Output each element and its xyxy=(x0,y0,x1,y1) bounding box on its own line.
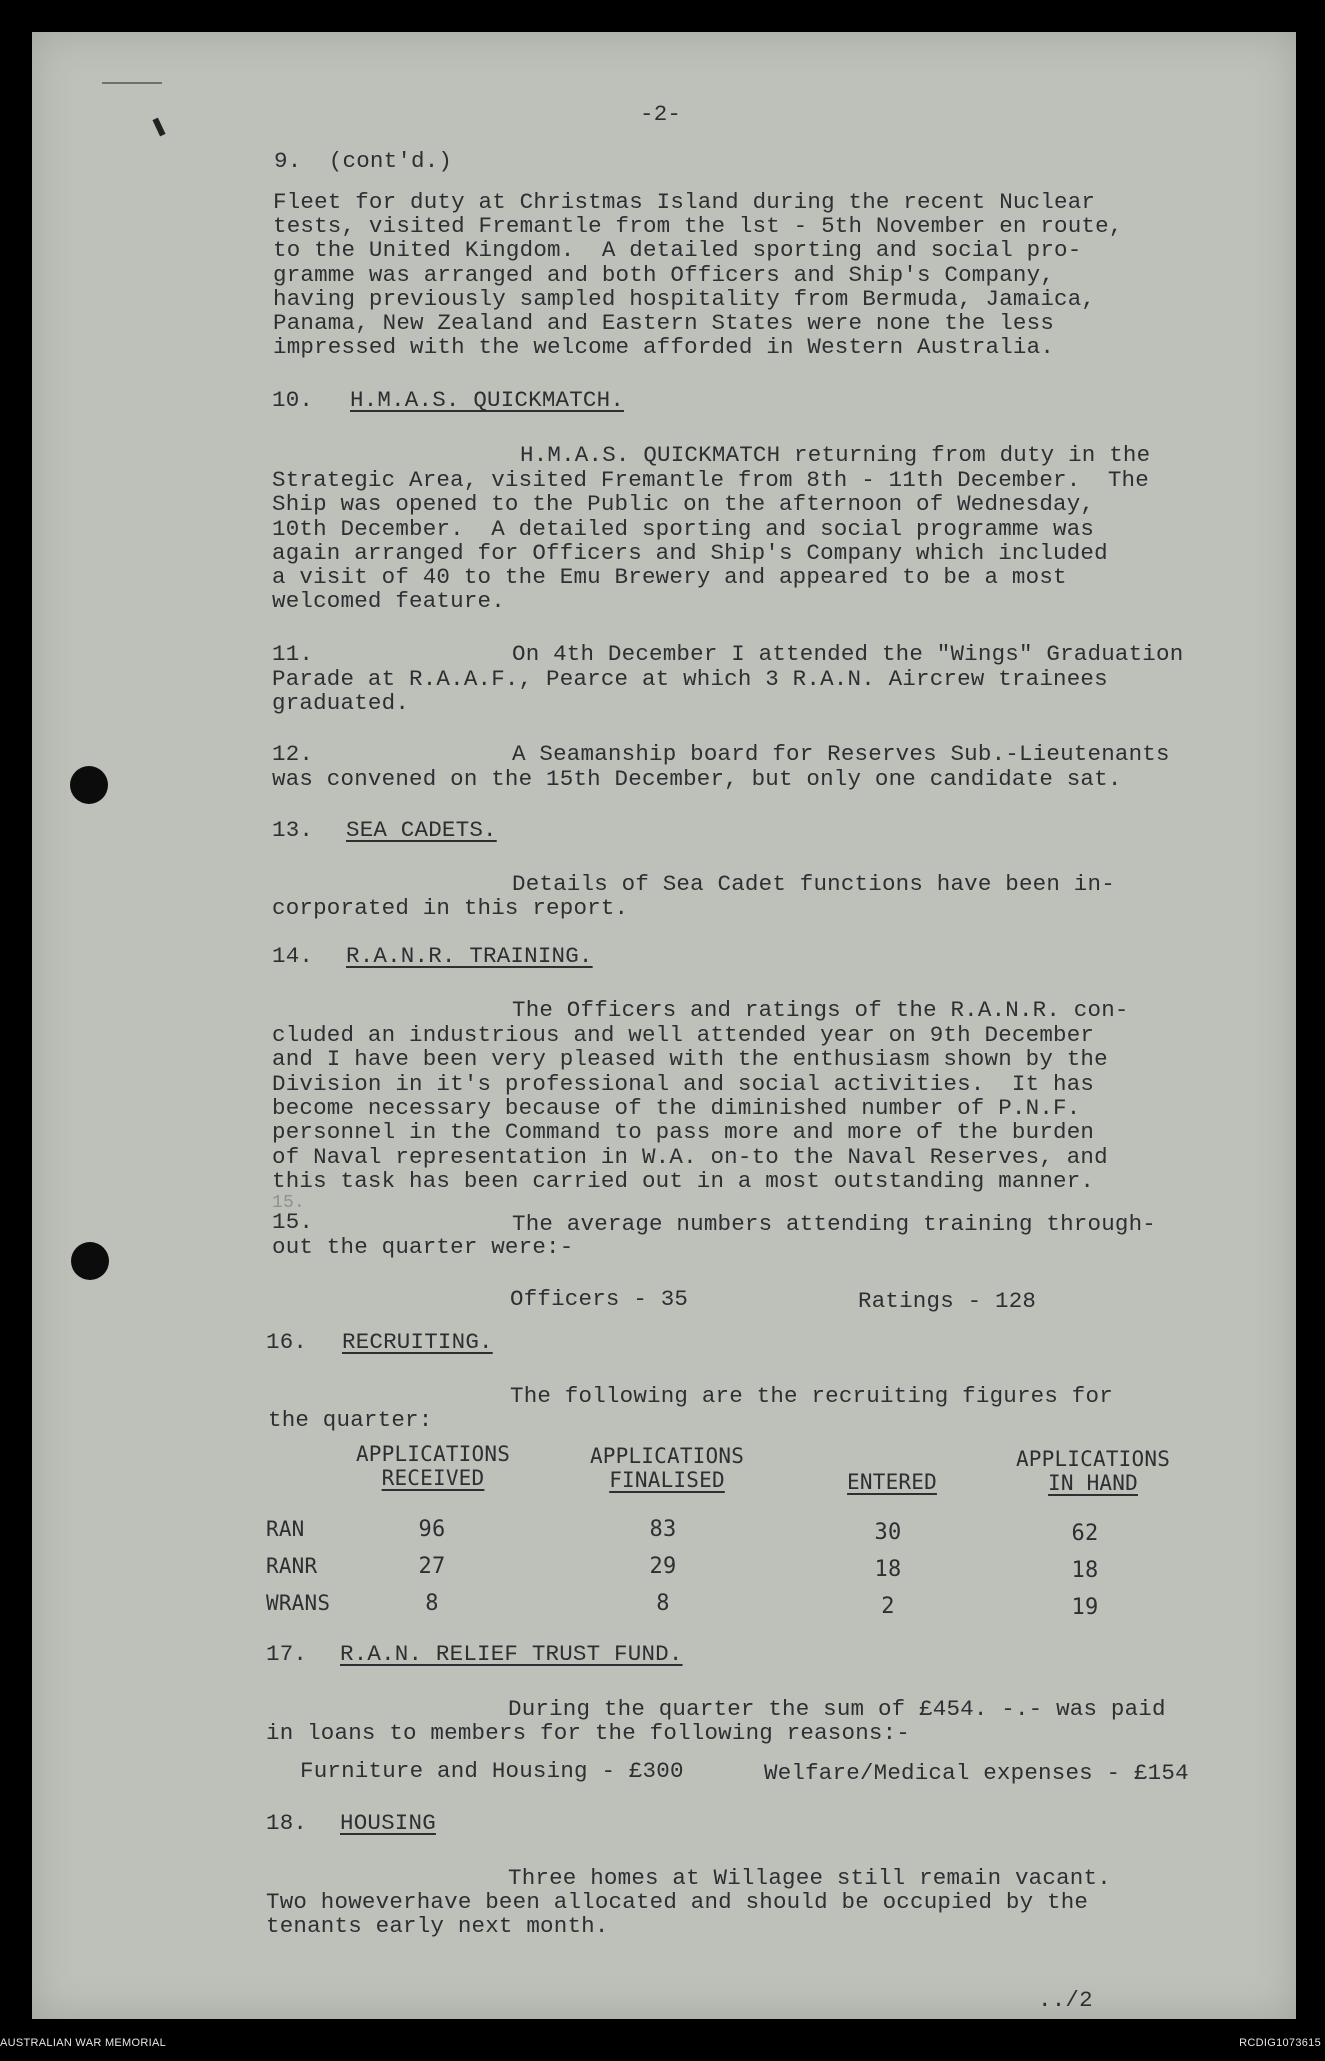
text-line: The Officers and ratings of the R.A.N.R. con- xyxy=(512,997,1129,1023)
section-heading: R.A.N.R. TRAINING. xyxy=(346,943,593,969)
row-label: RAN xyxy=(266,1517,305,1541)
section-number: 12. xyxy=(272,741,314,767)
text-line: to the United Kingdom. A detailed sporting and social pro- xyxy=(273,237,1082,263)
section-heading: R.A.N. RELIEF TRUST FUND. xyxy=(340,1641,683,1667)
text-line: Panama, New Zealand and Eastern States were none the less xyxy=(273,310,1055,336)
page-number: -2- xyxy=(640,101,682,127)
section-number: 13. xyxy=(272,817,314,843)
row-label: WRANS xyxy=(266,1591,331,1615)
text-line: A Seamanship board for Reserves Sub.-Lieutenants xyxy=(512,741,1170,767)
text-line: H.M.A.S. QUICKMATCH returning from duty in the xyxy=(520,442,1151,468)
section-number: 17. xyxy=(266,1641,308,1667)
section-heading: SEA CADETS. xyxy=(346,817,497,843)
text-line: The following are the recruiting figures for xyxy=(510,1383,1113,1409)
table-cell: 30 xyxy=(874,1520,902,1545)
table-cell: 62 xyxy=(1071,1521,1099,1546)
section-number: 11. xyxy=(272,641,314,667)
continuation-marker: ../2 xyxy=(1038,1987,1093,2013)
text-line: cluded an industrious and well attended year on 9th December xyxy=(272,1022,1095,1048)
text-line: having previously sampled hospitality from Bermuda, Jamaica, xyxy=(273,286,1096,312)
text-line: the quarter: xyxy=(268,1407,433,1433)
text-line: and I have been very pleased with the enthusiasm shown by the xyxy=(272,1046,1108,1072)
table-cell: 29 xyxy=(649,1554,677,1579)
table-cell: 83 xyxy=(649,1517,677,1542)
text-line: this task has been carried out in a most outstanding manner. xyxy=(272,1168,1095,1194)
punch-hole-upper xyxy=(70,766,108,804)
table-cell: 19 xyxy=(1071,1595,1099,1620)
section-number: 10. xyxy=(272,387,314,413)
section-number: 18. xyxy=(266,1810,308,1836)
section-heading: HOUSING xyxy=(340,1810,436,1836)
column-header: APPLICATIONS xyxy=(1015,1447,1171,1471)
section-number: 15. xyxy=(272,1209,314,1235)
text-line: Two howeverhave been allocated and should be occupied by the xyxy=(266,1889,1089,1915)
text-line: 10th December. A detailed sporting and social programme was xyxy=(272,516,1095,542)
text-line: again arranged for Officers and Ship's Company which included xyxy=(272,540,1108,566)
table-cell: 18 xyxy=(874,1557,902,1582)
ink-mark xyxy=(102,82,162,84)
ratings-count: Ratings - 128 xyxy=(858,1288,1037,1314)
section-heading: RECRUITING. xyxy=(342,1329,493,1355)
table-cell: 2 xyxy=(881,1594,895,1619)
officers-count: Officers - 35 xyxy=(510,1286,689,1312)
table-cell: 18 xyxy=(1071,1558,1099,1583)
text-line: gramme was arranged and both Officers and Ship's Company, xyxy=(273,262,1055,288)
punch-hole-lower xyxy=(71,1242,109,1280)
text-line: Strategic Area, visited Fremantle from 8th - 11th December. The xyxy=(272,467,1149,493)
text-line: Parade at R.A.A.F., Pearce at which 3 R.A.N. Aircrew trainees xyxy=(272,666,1108,692)
text-line: personnel in the Command to pass more and more of the burden xyxy=(272,1119,1095,1145)
text-line: tests, visited Fremantle from the lst - 5th November en route, xyxy=(273,213,1123,239)
text-line: in loans to members for the following reasons:- xyxy=(266,1720,911,1746)
text-line: impressed with the welcome afforded in Western Australia. xyxy=(273,334,1055,360)
text-line: During the quarter the sum of £454. -.- was paid xyxy=(508,1696,1166,1722)
text-line: become necessary because of the diminished number of P.N.F. xyxy=(272,1095,1081,1121)
ink-mark xyxy=(152,118,165,137)
section-heading: H.M.A.S. QUICKMATCH. xyxy=(350,387,625,413)
text-line: welcomed feature. xyxy=(272,588,505,614)
text-line: Division in it's professional and social activities. It has xyxy=(272,1071,1095,1097)
text-line: corporated in this report. xyxy=(272,895,629,921)
footer-record-id: RCDIG1073615 xyxy=(1239,2037,1321,2049)
column-header: APPLICATIONS xyxy=(355,1442,511,1466)
table-cell: 27 xyxy=(418,1554,446,1579)
text-line: tenants early next month. xyxy=(266,1913,609,1939)
table-cell: 96 xyxy=(418,1517,446,1542)
text-line: a visit of 40 to the Emu Brewery and appeared to be a most xyxy=(272,564,1067,590)
struck-section-number: 15. xyxy=(272,1193,306,1213)
table-cell: 8 xyxy=(656,1591,670,1616)
text-line: Three homes at Willagee still remain vacant. xyxy=(508,1865,1111,1891)
text-line: Details of Sea Cadet functions have been in- xyxy=(512,871,1115,897)
column-header: ENTERED xyxy=(847,1470,937,1494)
text-line: graduated. xyxy=(272,690,410,716)
text-line: Ship was opened to the Public on the afternoon of Wednesday, xyxy=(272,491,1095,517)
text-line: out the quarter were:- xyxy=(272,1234,574,1260)
column-header: APPLICATIONS xyxy=(589,1444,745,1468)
row-label: RANR xyxy=(266,1554,318,1578)
text-line: Fleet for duty at Christmas Island during the recent Nuclear xyxy=(273,189,1096,215)
table-cell: 8 xyxy=(425,1591,439,1616)
text-line: The average numbers attending training through- xyxy=(512,1211,1157,1237)
section-number: 14. xyxy=(272,943,314,969)
section-number: 16. xyxy=(266,1329,308,1355)
column-header: RECEIVED xyxy=(381,1466,485,1490)
text-line: On 4th December I attended the "Wings" Graduation xyxy=(512,641,1184,667)
text-line: was convened on the 15th December, but only one candidate sat. xyxy=(272,766,1122,792)
document-page xyxy=(32,32,1296,2019)
footer-archive-name: AUSTRALIAN WAR MEMORIAL xyxy=(0,2037,167,2049)
column-header: FINALISED xyxy=(609,1468,725,1492)
column-header: IN HAND xyxy=(1048,1471,1138,1495)
continued-label: 9. (cont'd.) xyxy=(274,148,453,174)
loan-reason: Furniture and Housing - £300 xyxy=(300,1758,684,1784)
text-line: of Naval representation in W.A. on-to the Naval Reserves, and xyxy=(272,1144,1108,1170)
loan-reason: Welfare/Medical expenses - £154 xyxy=(764,1760,1189,1786)
